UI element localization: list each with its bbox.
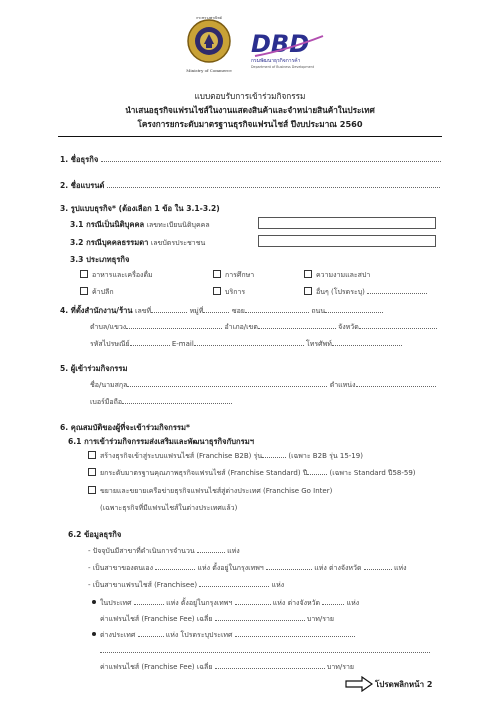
standard-option[interactable] (88, 468, 416, 479)
type-education-option[interactable] (213, 270, 254, 281)
address-label: 4. ที่ตั้งสำนักงาน/ร้าน (60, 306, 133, 315)
business-type-heading: 3. รูปแบบธุรกิจ* (ต้องเลือก 1 ข้อ ใน 3.1-3.2) (60, 204, 220, 213)
tambon-field[interactable] (126, 322, 222, 329)
brand-name-field[interactable] (107, 181, 440, 188)
form-subtitle: นำเสนอธุรกิจแฟรนไชส์ในงานแสดงสินค้าและจำหน่ายสินค้าในประเทศ (125, 105, 375, 115)
email-field[interactable] (194, 339, 304, 346)
overseas-extra-field[interactable] (100, 646, 430, 653)
own-upc-unit: แห่ง (393, 564, 407, 572)
amphoe-label: อำเภอ/เขต (224, 323, 258, 331)
type-beauty-label: ความงามและสปา (316, 271, 371, 279)
standard-checkbox[interactable] (88, 468, 96, 476)
domestic-fee-row (100, 614, 334, 625)
domestic-bkk-unit: แห่ง (272, 599, 286, 607)
type-beauty-option[interactable] (304, 270, 370, 281)
overseas-label: ต่างประเทศ (100, 631, 136, 639)
branch-total-label: - ปัจจุบันมีสาขาที่ดำเนินการจำนวน (88, 547, 195, 555)
domestic-upc-unit: แห่ง (346, 599, 360, 607)
activity-heading: 6.1 การเข้าร่วมกิจกรรมส่งเสริมและพัฒนาธุรกิจกับกรมฯ (68, 437, 254, 446)
address-no-label: เลขที่ (135, 307, 152, 315)
dbd-subtitle-en: Department of Business Development (251, 65, 315, 69)
citizen-id-field[interactable] (258, 235, 436, 247)
type-education-label: การศึกษา (225, 271, 255, 279)
overseas-extra-row (100, 646, 430, 655)
participant-mobile-label: เบอร์มือถือ (90, 398, 123, 406)
franchisee-row (88, 580, 284, 591)
dbd-subtitle: กรมพัฒนาธุรกิจการค้า (251, 58, 301, 64)
juristic-label: 3.1 กรณีเป็นนิติบุคคล (70, 220, 145, 229)
participant-position-label: ตำแหน่ง (329, 381, 356, 389)
go-inter-note: (เฉพาะธุรกิจที่มีแฟรนไชส์ในต่างประเทศแล้ว) (100, 504, 238, 512)
dbd-logo (247, 28, 327, 70)
project-title: โครงการยกระดับมาตรฐานธุรกิจแฟรนไชส์ ปีงบประมาณ 2560 (137, 119, 363, 129)
header-divider (58, 136, 442, 137)
participant-name-label: ชื่อ/นามสกุล (90, 381, 128, 389)
b2b-option[interactable] (88, 451, 363, 462)
type-other-field[interactable] (367, 287, 427, 294)
address-no-field[interactable] (151, 306, 187, 313)
overseas-fee-unit: บาท/ราย (326, 663, 355, 671)
juristic-row (70, 219, 210, 231)
zip-label: รหัสไปรษณีย์ (90, 340, 130, 348)
type-other-option[interactable] (304, 287, 427, 298)
header-logos (0, 14, 500, 76)
type-food-checkbox[interactable] (80, 270, 88, 278)
type-beauty-checkbox[interactable] (304, 270, 312, 278)
individual-label: 3.2 กรณีบุคคลธรรมดา (70, 238, 149, 247)
overseas-field[interactable] (138, 630, 164, 637)
address-soi-field[interactable] (245, 306, 309, 313)
branch-total-unit: แห่ง (227, 547, 240, 555)
ministry-caption: Ministry of Commerce (186, 68, 232, 73)
own-upc-label: ต่างจังหวัด (329, 564, 362, 572)
franchisee-unit: แห่ง (271, 581, 285, 589)
type-other-checkbox[interactable] (304, 287, 312, 295)
own-branch-label: - เป็นสาขาของตนเอง (88, 564, 154, 572)
standard-note: (เฉพาะ Standard ปี58-59) (329, 469, 416, 477)
own-branch-field[interactable] (155, 563, 195, 570)
tambon-label: ตำบล/แขวง (90, 323, 127, 331)
overseas-bullet (92, 632, 96, 636)
standard-label: ยกระดับมาตรฐานคุณภาพธุรกิจแฟรนไชส์ (Franchise Standard) ปี (100, 469, 308, 477)
type-retail-checkbox[interactable] (80, 287, 88, 295)
address-road-field[interactable] (325, 306, 383, 313)
type-service-label: บริการ (225, 288, 246, 296)
own-branch-unit: แห่ง (197, 564, 211, 572)
domestic-field[interactable] (134, 598, 164, 605)
overseas-fee-label: ค่าแฟรนไชส์ (Franchise Fee) เฉลี่ย (100, 663, 213, 671)
overseas-country-field[interactable] (235, 630, 355, 637)
own-upc-field[interactable] (364, 563, 392, 570)
type-other-label: อื่นๆ (โปรดระบุ) (316, 288, 365, 296)
branch-total-row (88, 546, 240, 557)
domestic-upc-label: ต่างจังหวัด (287, 599, 321, 607)
form-title: แบบตอบรับการเข้าร่วมกิจกรรม (194, 91, 306, 101)
go-inter-option[interactable] (88, 486, 332, 497)
overseas-fee-field[interactable] (215, 662, 325, 669)
brand-name-label: 2. ชื่อแบรนด์ (60, 181, 105, 190)
overseas-country-label: แห่ง โปรดระบุประเทศ (165, 631, 233, 639)
overseas-row (92, 630, 355, 641)
phone-label: โทรศัพท์ (306, 340, 332, 348)
domestic-fee-field[interactable] (215, 614, 305, 621)
type-retail-label: ค้าปลีก (92, 288, 114, 296)
business-info-heading: 6.2 ข้อมูลธุรกิจ (68, 530, 122, 539)
go-inter-label: ขยายและขยายเครือข่ายธุรกิจแฟรนไชส์สู่ต่างประเทศ (Franchise Go Inter) (100, 487, 333, 495)
domestic-bkk-field[interactable] (235, 598, 271, 605)
overseas-fee-row (100, 662, 354, 673)
next-page-indicator (345, 675, 445, 693)
own-branch-row (88, 563, 407, 574)
participant-row-1 (90, 380, 436, 391)
individual-row (70, 237, 205, 249)
type-retail-option[interactable] (80, 287, 114, 298)
standard-year-field[interactable] (307, 468, 327, 475)
own-bkk-unit: แห่ง (314, 564, 327, 572)
domestic-fee-label: ค่าแฟรนไชส์ (Franchise Fee) เฉลี่ย (100, 615, 213, 623)
address-row-1 (60, 305, 383, 317)
juristic-hint: เลขทะเบียนนิติบุคคล (146, 221, 210, 229)
individual-hint: เลขบัตรประชาชน (150, 239, 206, 247)
type-service-option[interactable] (213, 287, 245, 298)
participant-heading: 5. ผู้เข้าร่วมกิจกรรม (60, 364, 128, 373)
arrow-right-icon (345, 676, 373, 692)
address-road-label: ถนน (311, 307, 326, 315)
brand-name-row (60, 180, 440, 192)
province-field[interactable] (359, 322, 437, 329)
amphoe-field[interactable] (258, 322, 336, 329)
type-food-option[interactable] (80, 270, 153, 281)
domestic-unit: แห่ง (166, 599, 179, 607)
domestic-bkk-label: ตั้งอยู่ในกรุงเทพฯ (180, 599, 233, 607)
b2b-checkbox[interactable] (88, 451, 96, 459)
own-bkk-field[interactable] (266, 563, 312, 570)
juristic-id-field[interactable] (258, 217, 436, 229)
participant-row-2 (90, 397, 232, 408)
domestic-fee-unit: บาท/ราย (306, 615, 335, 623)
business-name-row (60, 154, 441, 166)
ministry-of-commerce-logo (183, 14, 235, 76)
branch-total-field[interactable] (197, 546, 225, 553)
franchisee-label: - เป็นสาขาแฟรนไชส์ (Franchisee) (88, 581, 198, 589)
domestic-row (92, 598, 359, 609)
domestic-bullet (92, 600, 96, 604)
address-soi-label: ซอย (231, 307, 245, 315)
domestic-label: ในประเทศ (100, 599, 132, 607)
type-education-checkbox[interactable] (213, 270, 221, 278)
business-name-field[interactable] (101, 155, 441, 162)
ministry-top-text: กระทรวงพาณิชย์ (196, 16, 222, 20)
own-bkk-label: ตั้งอยู่ในกรุงเทพฯ (212, 564, 264, 572)
phone-field[interactable] (332, 339, 402, 346)
type-food-label: อาหารและเครื่องดื่ม (92, 271, 153, 279)
domestic-upc-field[interactable] (322, 598, 344, 605)
province-label: จังหวัด (338, 323, 359, 331)
dbd-wordmark: DBD (251, 30, 310, 58)
address-row-3 (90, 339, 402, 350)
participant-mobile-field[interactable] (122, 397, 232, 404)
business-category-heading: 3.3 ประเภทธุรกิจ (70, 255, 130, 264)
go-inter-checkbox[interactable] (88, 486, 96, 494)
next-page-label: โปรดพลิกหน้า 2 (375, 680, 433, 689)
participant-name-field[interactable] (127, 380, 327, 387)
zip-field[interactable] (130, 339, 170, 346)
address-row-2 (90, 322, 437, 333)
address-moo-field[interactable] (203, 306, 229, 313)
b2b-label: สร้างธุรกิจเข้าสู่ระบบแฟรนไชส์ (Franchise B2B) รุ่น (100, 452, 263, 460)
participant-position-field[interactable] (356, 380, 436, 387)
b2b-batch-field[interactable] (262, 451, 286, 458)
type-service-checkbox[interactable] (213, 287, 221, 295)
franchisee-field[interactable] (199, 580, 269, 587)
business-name-label: 1. ชื่อธุรกิจ (60, 155, 99, 164)
b2b-note: (เฉพาะ B2B รุ่น 15-19) (288, 452, 363, 460)
address-moo-label: หมู่ที่ (189, 307, 204, 315)
email-label: E-mail (171, 340, 194, 348)
qualification-heading: 6. คุณสมบัติของผู้ที่จะเข้าร่วมกิจกรรม* (60, 423, 190, 432)
